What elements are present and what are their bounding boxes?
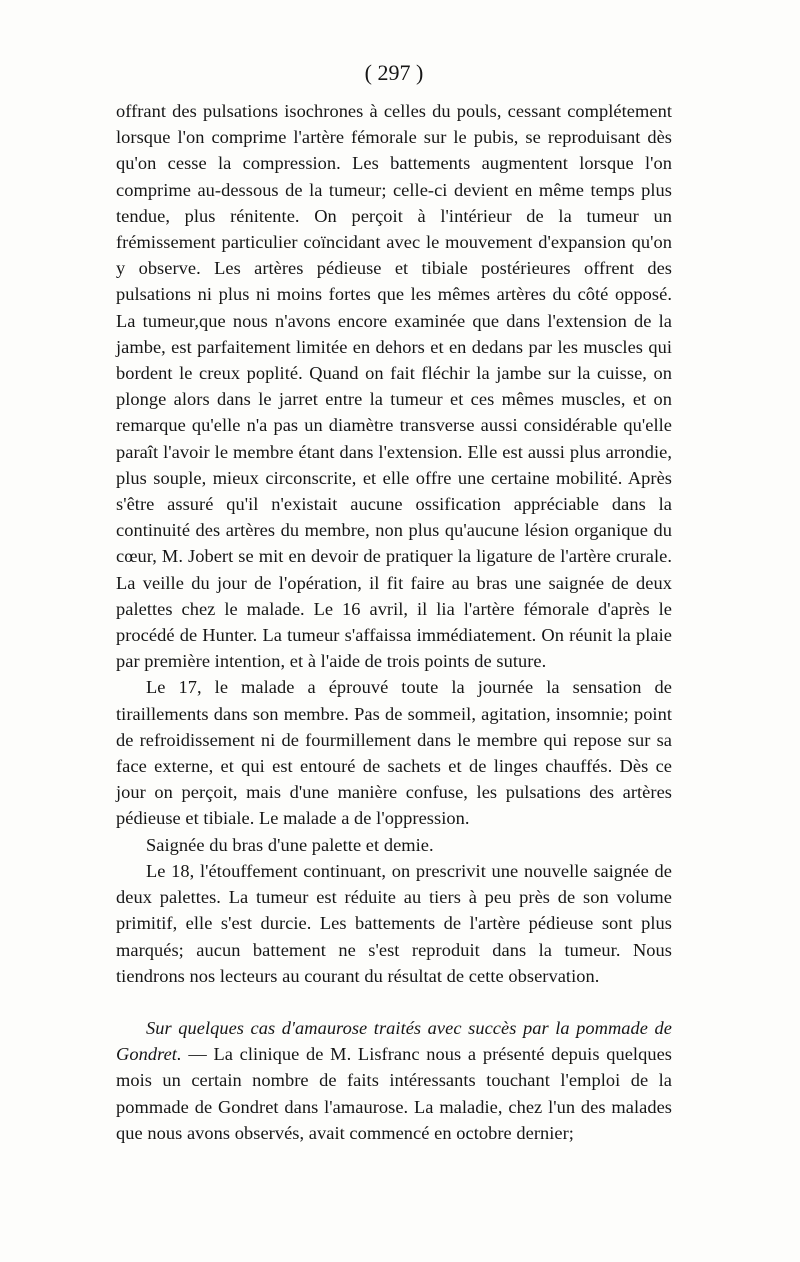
paragraph-day-18: Le 18, l'étouffement continuant, on prescrivit une nouvelle saignée de deux palettes. La tumeur est réduite au tiers à peu près de son volume primitif, elle s'est durcie. Les battements de l'artère pédieuse sont plus marqués; aucun battement ne s'est reproduit dans la tumeur. Nous tiendrons nos lecteurs au courant du résultat de cette observation. (116, 860, 672, 986)
paragraph-bleeding: Saignée du bras d'une palette et demie. (146, 834, 434, 855)
paragraph-case-description: offrant des pulsations isochrones à celles du pouls, cessant complétement lorsque l'on comprime l'artère fémorale sur le pubis, se reproduisant dès qu'on cesse la compression. Les battements augmentent lorsque l'on comprime au-dessous de la tumeur; celle-ci devient en même temps plus tendue, plus rénitente. On perçoit à l'intérieur de la tumeur un frémissement particulier coïncidant avec le mouvement d'expansion qu'on y observe. Les artères pédieuse et tibiale postérieures offrent des pulsations ni plus ni moins fortes que les mêmes artères du côté opposé. La tumeur,que nous n'avons encore examinée que dans l'extension de la jambe, est parfaitement limitée en dehors et en dedans par les muscles qui bordent le creux poplité. Quand on fait fléchir la jambe sur la cuisse, on plonge alors dans le jarret entre la tumeur et ces mêmes muscles, et on remarque qu'elle n'a pas un diamètre transverse aussi considérable qu'elle paraît l'avoir le membre étant dans l'extension. Elle est aussi plus arrondie, plus souple, mieux circonscrite, et elle offre une certaine mobilité. Après s'être assuré qu'il n'existait aucune ossification appréciable dans la continuité des artères du membre, non plus qu'aucune lésion organique du cœur, M. Jobert se mit en devoir de pratiquer la ligature de l'artère crurale. La veille du jour de l'opération, il fit faire au bras une saignée de deux palettes chez le malade. Le 16 avril, il lia l'artère fémorale d'après le procédé de Hunter. La tumeur s'affaissa immédiatement. On réunit la plaie par première intention, et à l'aide de trois points de suture. (116, 101, 672, 672)
page-number: ( 297 ) (364, 60, 424, 85)
section-heading: Sur quelques cas d'amaurose traités avec succès par la pommade de Gondret. (116, 1017, 672, 1065)
section-amaurose (116, 1015, 672, 1146)
paragraph-day-17: Le 17, le malade a éprouvé toute la journée la sensation de tiraillements dans son membre. Pas de sommeil, agitation, insomnie; point de refroidissement ni de fourmillement dans le membre qui repose sur sa face externe, et qui est entouré de sachets et de linges chauffés. Dès ce jour on perçoit, mais d'une manière confuse, les pulsations des artères pédieuse et tibiale. Le malade a de l'oppression. (116, 677, 672, 829)
section-text: — La clinique de M. Lisfranc nous a présenté depuis quelques mois un certain nombre de faits intéressants touchant l'emploi de la pommade de Gondret dans l'amaurose. La maladie, chez l'un des malades que nous avons observés, avait commencé en octobre dernier; (116, 1044, 672, 1143)
body-text (116, 98, 672, 1146)
